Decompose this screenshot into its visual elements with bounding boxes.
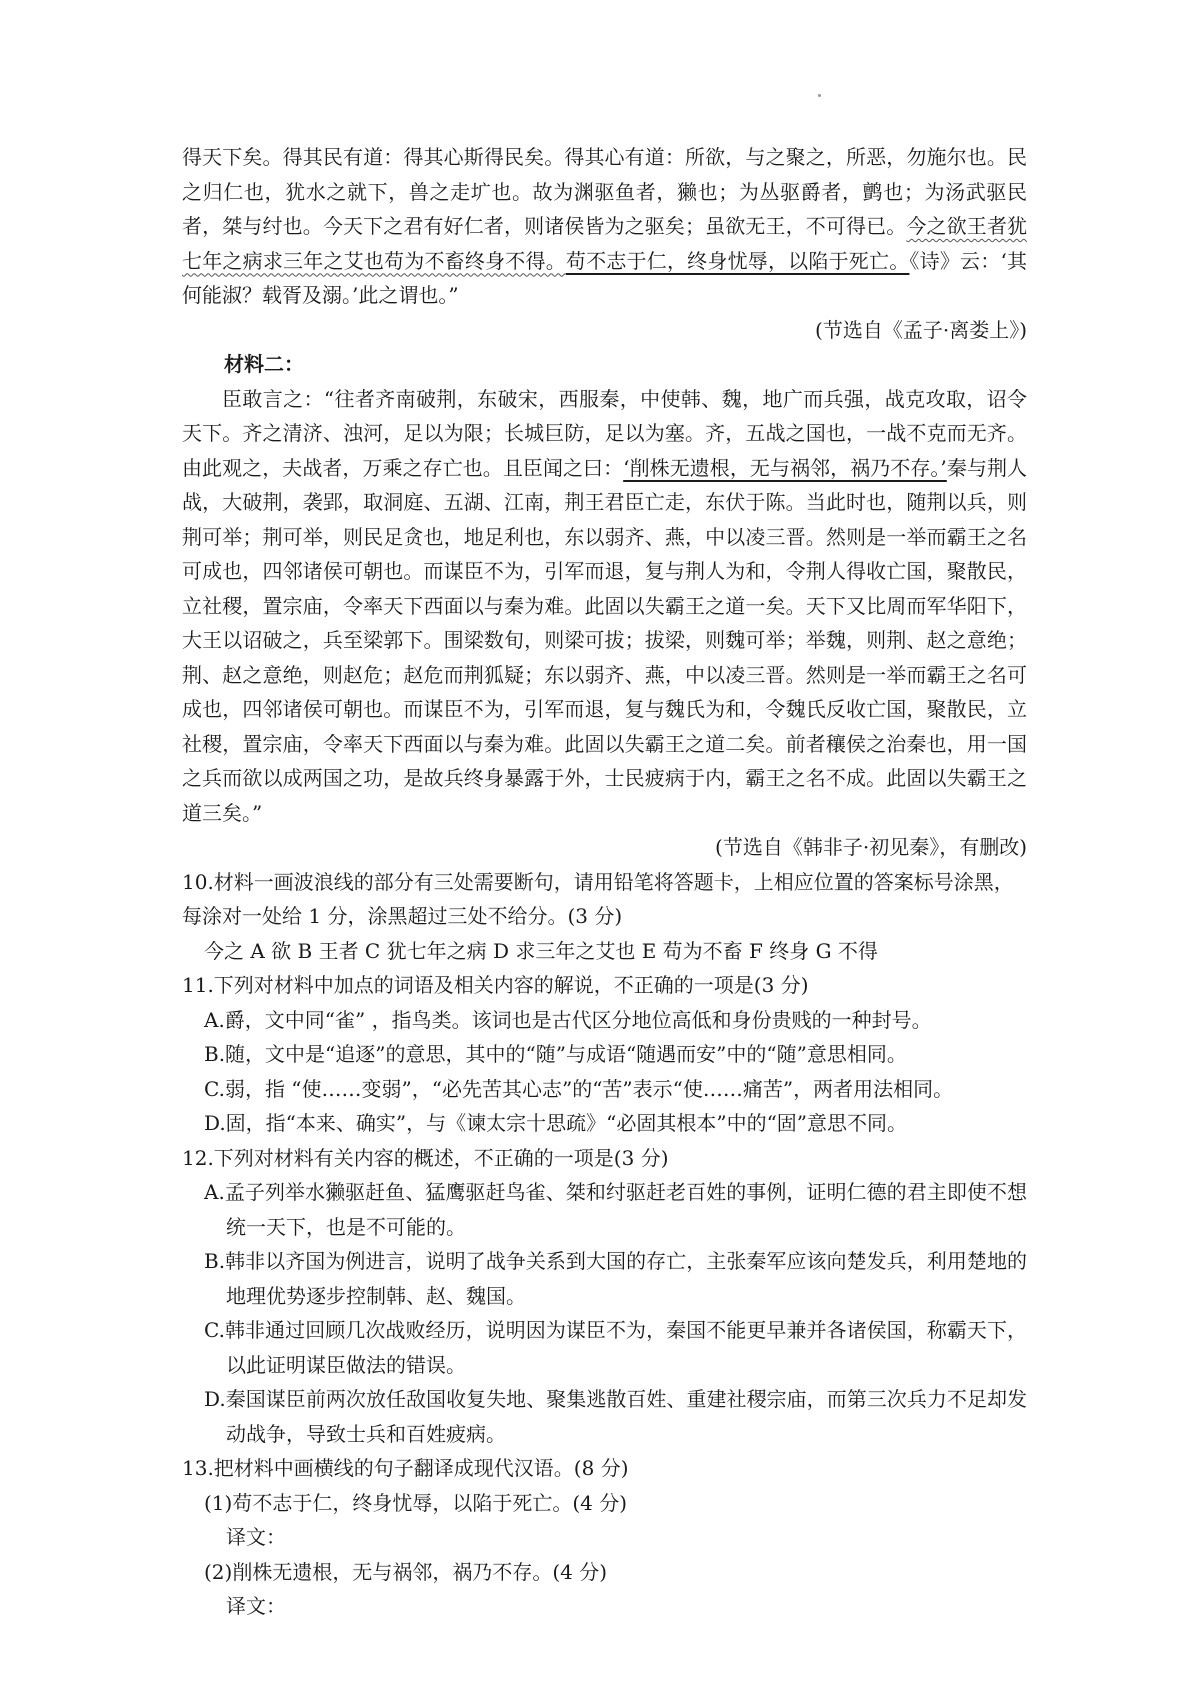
- material-one-text-b: 《诗》云：‘其何能淑？载胥及溺。’此之谓也。”: [182, 248, 1028, 307]
- wavy-underlined-sentence: 今之欲王者犹七年之病求三年之艾也苟为不畜终身不得。: [182, 214, 1028, 273]
- question-12-option-a: A.孟子列举水獭驱赶鱼、猛鹰驱赶鸟雀、桀和纣驱赶老百姓的事例，证明仁德的君主即使不想统一天下，也是不可能的。: [204, 1180, 1027, 1239]
- answer-label-2: 译文：: [226, 1594, 286, 1618]
- question-13-part-2: (2)削株无遗根，无与祸邻，祸乃不存。(4 分): [204, 1559, 608, 1584]
- underlined-sentence-two: ‘削株无遗根，无与祸邻，祸乃不存。’: [623, 455, 947, 480]
- page-content: [182, 140, 1027, 1624]
- material-two-source: (节选自《韩非子·初见秦》，有删改): [715, 835, 1027, 859]
- question-10-sentence: 今之 A 欲 B 王者 C 犹七年之病 D 求三年之艾也 E 苟为不畜 F 终身 G 不得: [204, 938, 878, 963]
- material-one-source: (节选自《孟子·离娄上》): [815, 317, 1027, 342]
- answer-label-1: 译文：: [226, 1525, 286, 1549]
- question-12-option-d: D.秦国谋臣前两次放任敌国收复失地、聚集逃散百姓、重建社稷宗庙，而第三次兵力不足却发动战争，导致士兵和百姓疲病。: [204, 1387, 1027, 1446]
- question-10-stem: 10.材料一画波浪线的部分有三处需要断句，请用铅笔将答题卡，上相应位置的答案标号涂黑，每涂对一处给 1 分，涂黑超过三处不给分。(3 分): [182, 869, 1014, 928]
- question-11-option-b: B.随，文中是“追逐”的意思，其中的“随”与成语“随遇而安”中的“随”意思相同。: [204, 1042, 907, 1066]
- material-one-passage: [182, 140, 1027, 313]
- question-13-stem: 13.把材料中画横线的句子翻译成现代汉语。(8 分): [182, 1456, 629, 1480]
- material-one-text-a: 得天下矣。得其民有道：得其心斯得民矣。得其心有道：所欲，与之聚之，所恶，勿施尔也。民之归仁也，犹水之就下，兽之走圹也。故为渊驱鱼者，獭也；为丛驱爵者，鹯也；为汤武驱民者，桀与纣也。今天下之君有好仁者，则诸侯皆为之驱矣；虽欲无王，不可得已。: [182, 145, 1027, 238]
- question-11-option-d: D.固，指“本来、确实”，与《谏太宗十思疏》“必固其根本”中的“固”意思不同。: [204, 1111, 908, 1135]
- question-12-option-c: C.韩非通过回顾几次战败经历，说明因为谋臣不为，秦国不能更早兼并各诸侯国，称霸天下，以此证明谋臣做法的错误。: [204, 1318, 1027, 1377]
- question-12-option-b: B.韩非以齐国为例进言，说明了战争关系到大国的存亡，主张秦军应该向楚发兵，利用楚地的地理优势逐步控制韩、赵、魏国。: [204, 1249, 1027, 1308]
- material-two-text-b: 秦与荆人战，大破荆，袭郢，取洞庭、五湖、江南，荆王君臣亡走，东伏于陈。当此时也，随荆以兵，则荆可举；荆可举，则民足贪也，地足利也，东以弱齐、燕，中以凌三晋。然则是一举而霸王之名可成也，四邻诸侯可朝也。而谋臣不为，引军而退，复与荆人为和，令荆人得收亡国，聚散民，立社稷，置宗庙，令率天下西面以与秦为难。此固以失霸王之道一矣。天下又比周而军华阳下，大王以诏破之，兵至梁郭下。围梁数旬，则梁可拔；拔梁，则魏可举；举魏，则荆、赵之意绝；荆、赵之意绝，则赵危；赵危而荆狐疑；东以弱齐、燕，中以凌三晋。然则是一举而霸王之名可成也，四邻诸侯可朝也。而谋臣不为，引军而退，复与魏氏为和，令魏氏反收亡国，聚散民，立社稷，置宗庙，令率天下西面以与秦为难。此固以失霸王之道二矣。前者穰侯之治秦也，用一国之兵而欲以成两国之功，是故兵终身暴露于外，士民疲病于内，霸王之名不成。此固以失霸王之道三矣。”: [182, 455, 1028, 825]
- question-11-stem: 11.下列对材料中加点的词语及相关内容的解说，不正确的一项是(3 分): [182, 973, 809, 997]
- material-two-heading: 材料二：: [224, 352, 304, 376]
- material-two-text-a: 臣敢言之：“往者齐南破荆，东破宋，西服秦，中使韩、魏，地广而兵强，战克攻取，诏令天下。齐之清济、浊河，足以为限；长城巨防，足以为塞。齐，五战之国也，一战不克而无齐。由此观之，夫战者，万乘之存亡也。且臣闻之曰：: [182, 386, 1027, 480]
- question-13-part-1: (1)苟不志于仁，终身忧辱，以陷于死亡。(4 分): [204, 1490, 628, 1515]
- question-11-option-c: C.弱，指 “使……变弱”，“必先苦其心志”的“苦”表示“使……痛苦”，两者用法相同。: [204, 1076, 954, 1101]
- underlined-sentence-one: 苟不志于仁，终身忧辱，以陷于死亡。: [565, 248, 910, 273]
- question-11-option-a: A.爵，文中同“雀” ，指鸟类。该词也是古代区分地位高低和身份贵贱的一种封号。: [204, 1007, 932, 1032]
- material-two-passage: [182, 382, 1027, 831]
- scan-speck: [818, 94, 821, 97]
- question-12-stem: 12.下列对材料有关内容的概述，不正确的一项是(3 分): [182, 1145, 669, 1170]
